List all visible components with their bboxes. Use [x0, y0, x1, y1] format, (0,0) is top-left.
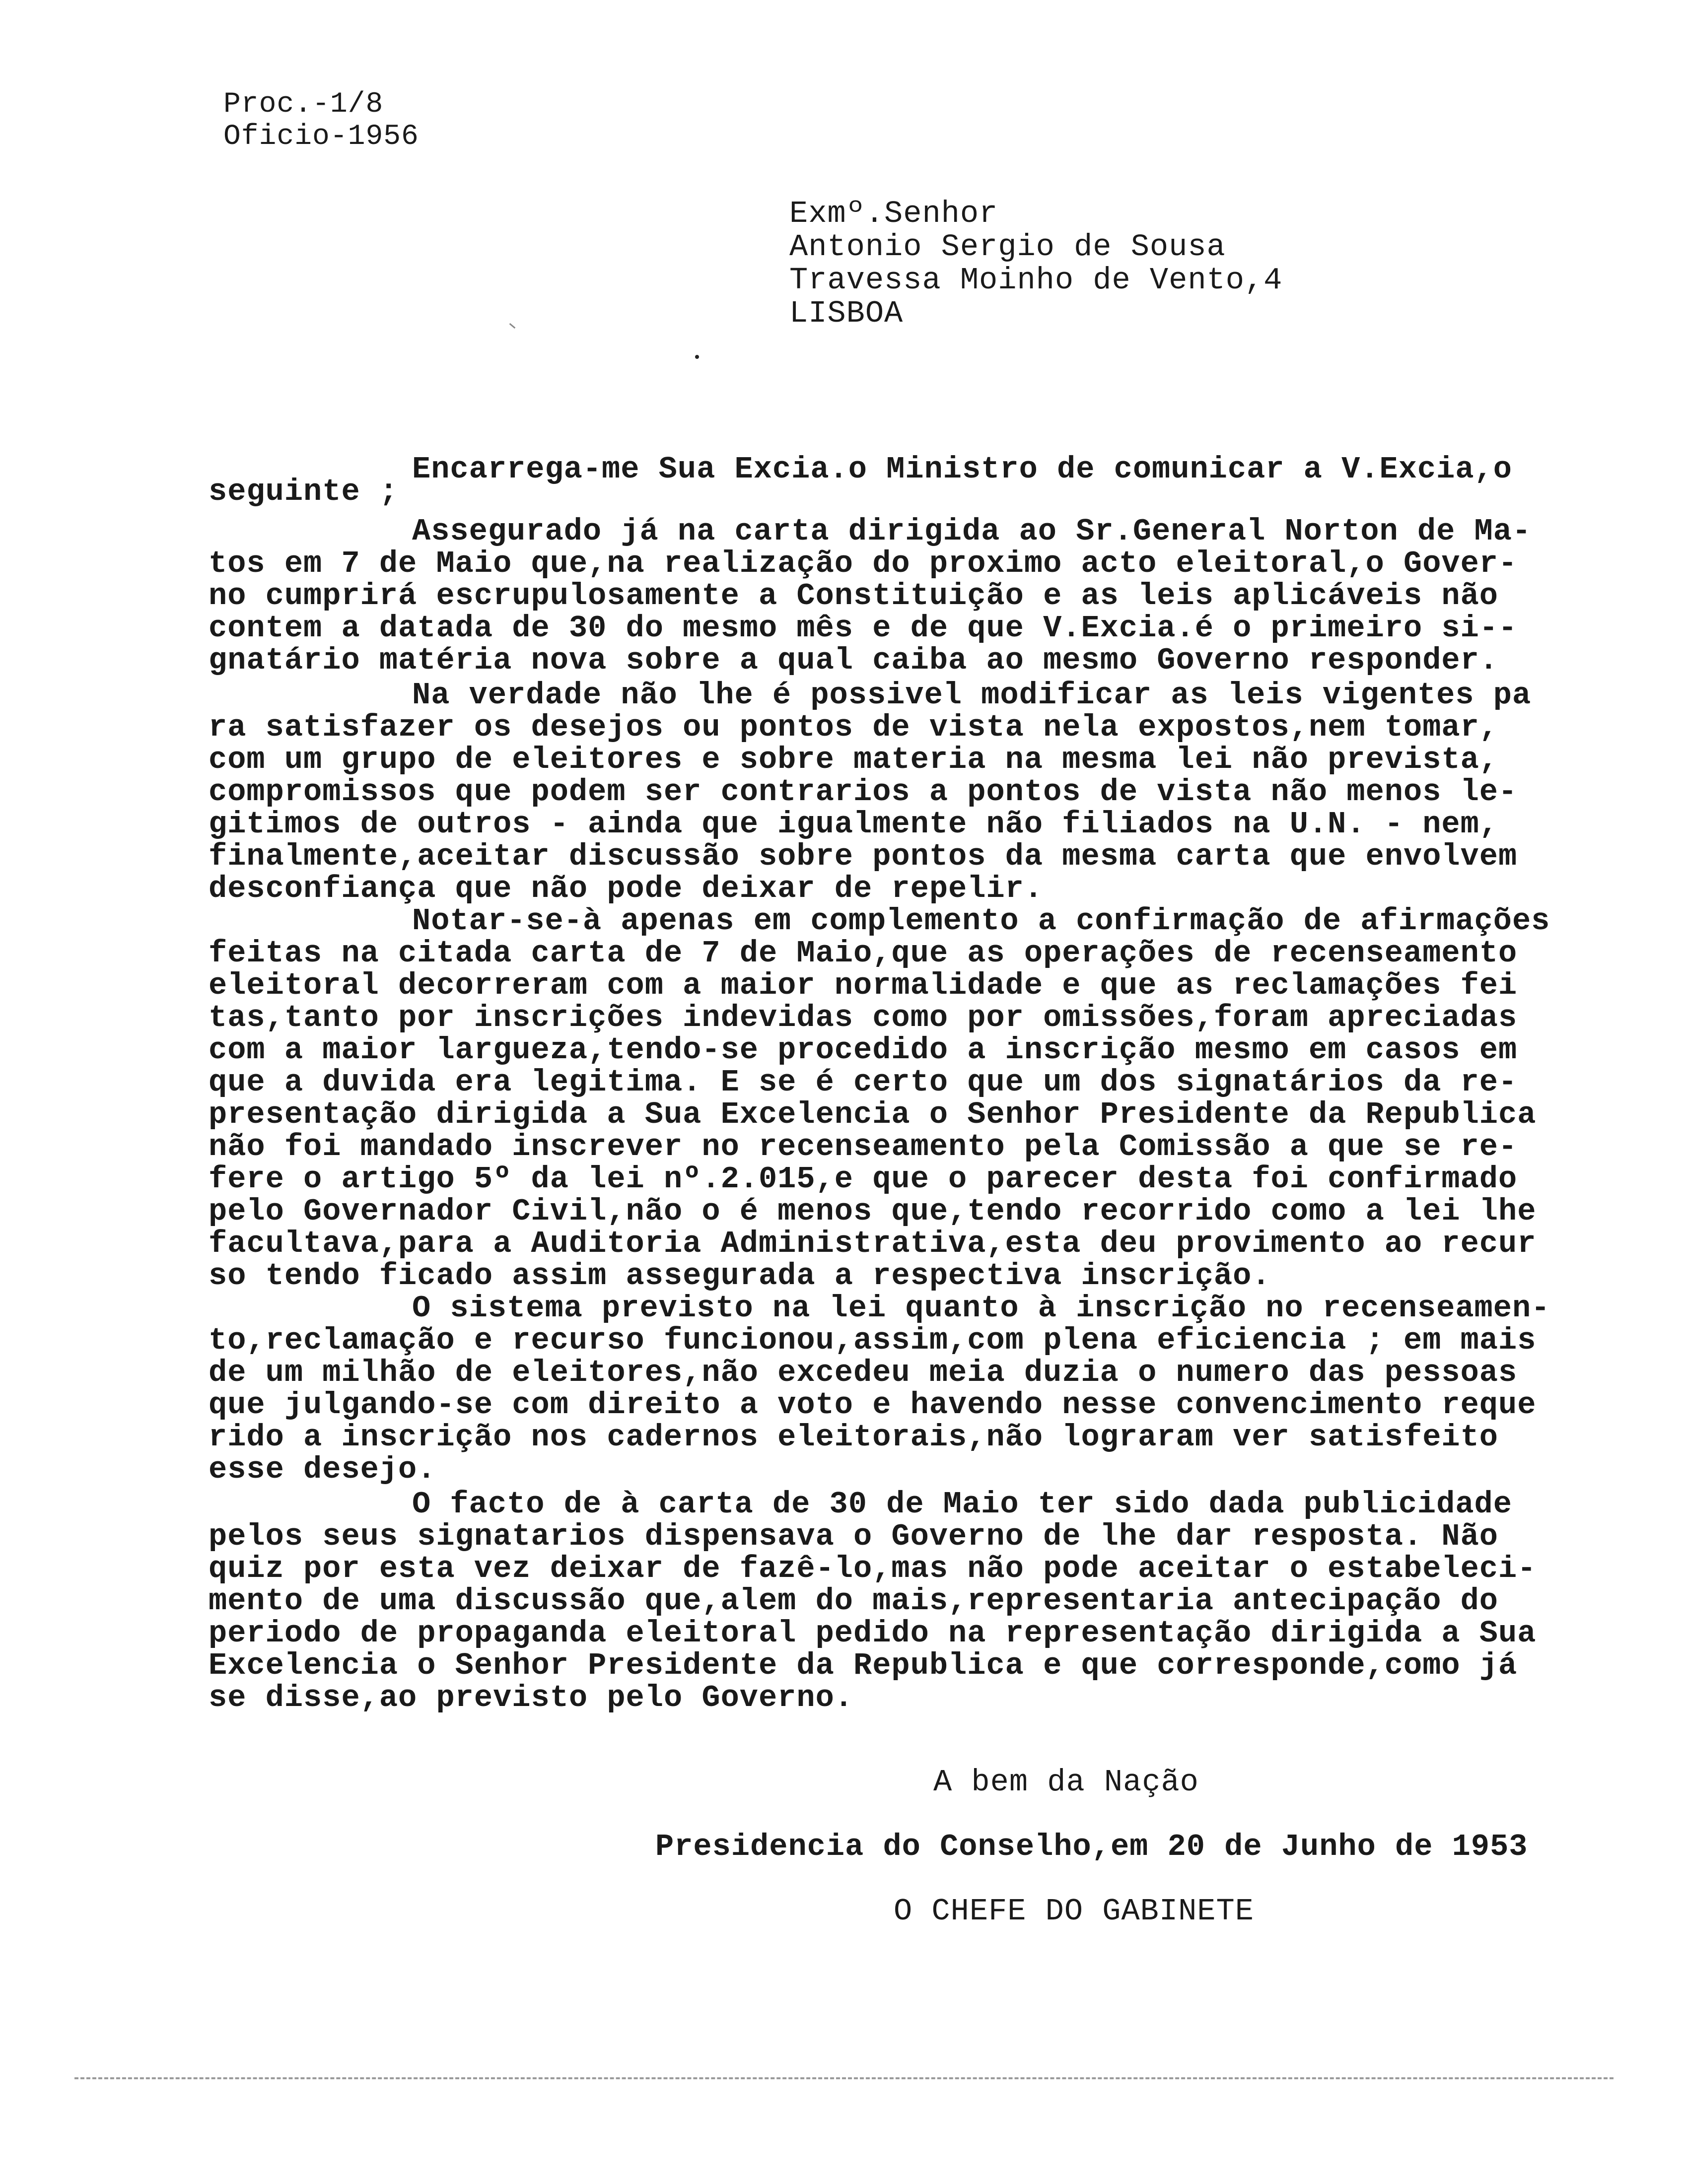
- reference-proc: Proc.-1/8: [223, 88, 384, 121]
- body-line: com a maior largueza,tendo-se procedido a inscrição mesmo em casos em: [209, 1032, 1518, 1068]
- body-line: desconfiança que não pode deixar de repelir.: [209, 871, 1044, 906]
- body-line: seguinte ;: [209, 474, 399, 509]
- body-line: se disse,ao previsto pelo Governo.: [209, 1680, 854, 1715]
- stray-dot: [695, 355, 699, 359]
- body-line: Notar-se-à apenas em complemento a confirmação de afirmações: [412, 903, 1550, 939]
- body-line: facultava,para a Auditoria Administrativa,esta deu provimento ao recur: [209, 1226, 1537, 1261]
- body-line: quiz por esta vez deixar de fazê-lo,mas não pode aceitar o estabeleci-: [209, 1551, 1537, 1586]
- address-street: Travessa Moinho de Vento,4: [789, 263, 1283, 298]
- closing-place-date: Presidencia do Conselho,em 20 de Junho de 1953: [655, 1829, 1528, 1864]
- body-line: tos em 7 de Maio que,na realização do proximo acto eleitoral,o Gover-: [209, 546, 1518, 581]
- body-line: periodo de propaganda eleitoral pedido na representação dirigida a Sua: [209, 1616, 1537, 1651]
- body-line: que a duvida era legitima. E se é certo que um dos signatários da re-: [209, 1065, 1518, 1100]
- body-line: não foi mandado inscrever no recenseamento pela Comissão a que se re-: [209, 1129, 1518, 1164]
- body-line: O sistema previsto na lei quanto à inscrição no recenseamen-: [412, 1291, 1550, 1326]
- body-line: esse desejo.: [209, 1452, 436, 1487]
- body-line: eleitoral decorreram com a maior normalidade e que as reclamações fei: [209, 968, 1518, 1003]
- stray-mark: [509, 323, 516, 329]
- bottom-rule: [74, 2077, 1614, 2079]
- body-line: Excelencia o Senhor Presidente da Republica e que corresponde,como já: [209, 1648, 1518, 1683]
- body-line: Assegurado já na carta dirigida ao Sr.General Norton de Ma-: [412, 514, 1532, 549]
- body-line: Encarrega-me Sua Excia.o Ministro de comunicar a V.Excia,o: [412, 452, 1512, 487]
- body-line: feitas na citada carta de 7 de Maio,que as operações de recenseamento: [209, 936, 1518, 971]
- body-line: mento de uma discussão que,alem do mais,representaria antecipação do: [209, 1583, 1499, 1619]
- body-line: gitimos de outros - ainda que igualmente não filiados na U.N. - nem,: [209, 807, 1499, 842]
- body-line: so tendo ficado assim assegurada a respectiva inscrição.: [209, 1258, 1271, 1294]
- body-line: pelos seus signatarios dispensava o Governo de lhe dar resposta. Não: [209, 1519, 1499, 1554]
- body-line: fere o artigo 5º da lei nº.2.015,e que o parecer desta foi confirmado: [209, 1161, 1518, 1197]
- body-line: com um grupo de eleitores e sobre materia na mesma lei não prevista,: [209, 742, 1499, 777]
- body-line: compromissos que podem ser contrarios a pontos de vista não menos le-: [209, 774, 1518, 810]
- body-line: no cumprirá escrupulosamente a Constituição e as leis aplicáveis não: [209, 578, 1499, 614]
- reference-oficio: Oficio-1956: [223, 121, 419, 153]
- body-line: pelo Governador Civil,não o é menos que,tendo recorrido como a lei lhe: [209, 1194, 1537, 1229]
- address-salutation: Exmº.Senhor: [789, 196, 998, 231]
- body-line: gnatário matéria nova sobre a qual caiba ao mesmo Governo responder.: [209, 643, 1499, 678]
- address-name: Antonio Sergio de Sousa: [789, 229, 1226, 265]
- body-line: de um milhão de eleitores,não excedeu meia duzia o numero das pessoas: [209, 1355, 1518, 1390]
- body-line: que julgando-se com direito a voto e havendo nesse convencimento reque: [209, 1387, 1537, 1423]
- body-line: presentação dirigida a Sua Excelencia o Senhor Presidente da Republica: [209, 1097, 1537, 1132]
- body-line: finalmente,aceitar discussão sobre pontos da mesma carta que envolvem: [209, 839, 1518, 874]
- address-city: LISBOA: [789, 296, 904, 331]
- body-line: to,reclamação e recurso funcionou,assim,com plena eficiencia ; em mais: [209, 1323, 1537, 1358]
- body-line: rido a inscrição nos cadernos eleitorais,não lograram ver satisfeito: [209, 1420, 1499, 1455]
- body-line: tas,tanto por inscrições indevidas como por omissões,foram apreciadas: [209, 1000, 1518, 1035]
- body-line: contem a datada de 30 do mesmo mês e de que V.Excia.é o primeiro si--: [209, 611, 1518, 646]
- body-line: Na verdade não lhe é possivel modificar as leis vigentes pa: [412, 678, 1532, 713]
- closing-motto: A bem da Nação: [933, 1765, 1199, 1800]
- body-line: ra satisfazer os desejos ou pontos de vista nela expostos,nem tomar,: [209, 710, 1499, 745]
- closing-signature: O CHEFE DO GABINETE: [894, 1894, 1254, 1929]
- body-line: O facto de à carta de 30 de Maio ter sido dada publicidade: [412, 1487, 1512, 1522]
